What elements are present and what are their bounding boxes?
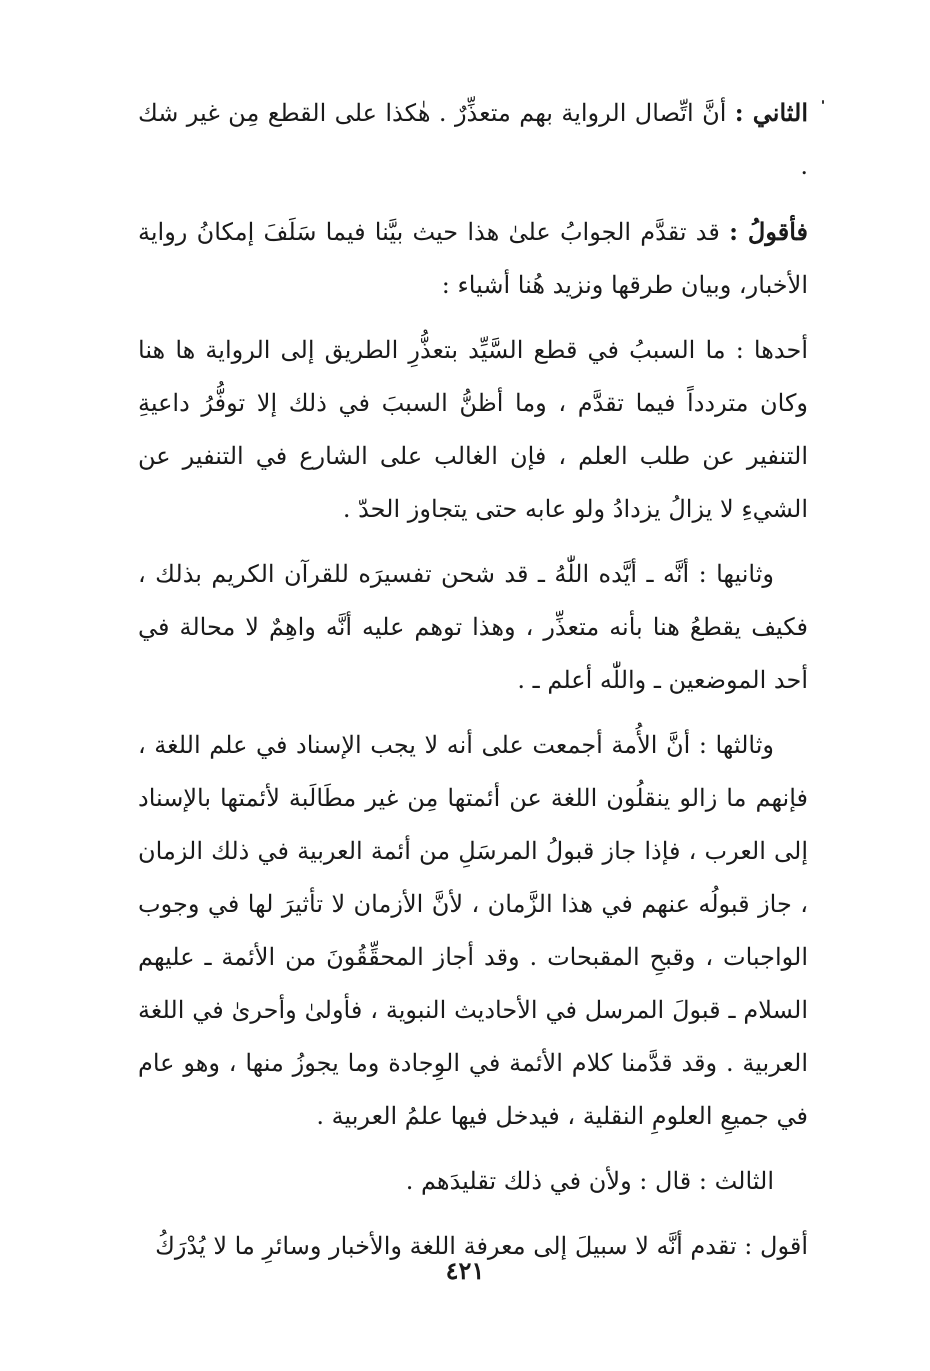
- scan-mark: [822, 100, 824, 104]
- paragraph-2: [138, 205, 808, 312]
- paragraph-text: أحدها : ما السببُ في قطع السَّيِّد بتعذُّرِ الطريق إلى الرواية ها هنا وكان متردداً فيما تقدَّم ، وما أظنُّ السببَ في ذلك إلا توفُّرُ داعيةِ التنفير عن طلب العلم ، فإن الغالب على الشارع في التنفير عن الشيءِ لا يزالُ يزدادُ ولو عابه حتى يتجاوز الحدّ .: [138, 336, 808, 523]
- paragraph-text: الثالث : قال : ولأن في ذلك تقليدَهم .: [405, 1167, 774, 1195]
- paragraph-lead: الثاني :: [734, 98, 809, 127]
- page-number: ٤٢١: [445, 1256, 485, 1285]
- paragraph-3: [138, 324, 808, 536]
- paragraph-text: أقول : تقدم أنَّه لا سبيلَ إلى معرفة اللغة والأخبار وسائرِ ما لا يُدْرَكُ: [155, 1232, 808, 1260]
- paragraph-text: قد تقدَّم الجوابُ علىٰ هذا حيث بيَّنا فيما سَلَفَ إمكانُ رواية الأخبار، وبيان طرقها ونزيد هُنا أشياء :: [138, 218, 808, 299]
- paragraph-5: [138, 719, 808, 1143]
- paragraph-6: [138, 1155, 808, 1208]
- paragraph-lead: فأقولُ :: [729, 217, 809, 246]
- paragraph-text: وثانيها : أنَّه ـ أيَّده اللّٰهُ ـ قد شحن تفسيرَه للقرآن الكريم بذلك ، فكيف يقطعُ هنا بأنه متعذِّر ، وهذا توهم عليه أنَّه واهِمٌ لا محالة في أحد الموضعين ـ واللّٰه أعلم ـ .: [138, 560, 808, 694]
- paragraph-1: [138, 86, 808, 193]
- paragraph-text: أنَّ اتِّصال الرواية بهم متعذِّرٌ . هٰكذا على القطع مِن غير شك .: [138, 99, 808, 180]
- paragraph-text: وثالثها : أنَّ الأُمة أجمعت على أنه لا يجب الإسناد في علم اللغة ، فإنهم ما زالو ينقلُون اللغة عن أئمتها مِن غير مطَالَبة لأئمتها بالإسناد إلى العرب ، فإذا جاز قبولُ المرسَلِ من أئمة العربية في ذلك الزمان ، جاز قبولُه عنهم في هذا الزَّمان ، لأنَّ الأزمان لا تأثيرَ لها في وجوب الواجبات ، وقبحِ المقبحات . وقد أجاز المحقِّقُونَ من الأئمة ـ عليهم السلام ـ قبولَ المرسل في الأحاديث النبوية ، فأولىٰ وأحرىٰ في اللغة العربية . وقد قدَّمنا كلام الأئمة في الوِجادة وما يجوزُ منها ، وهو عام في جميعِ العلومِ النقلية ، فيدخل فيها علمُ العربية .: [138, 731, 808, 1130]
- paragraph-4: [138, 548, 808, 707]
- body-text: [138, 86, 808, 1285]
